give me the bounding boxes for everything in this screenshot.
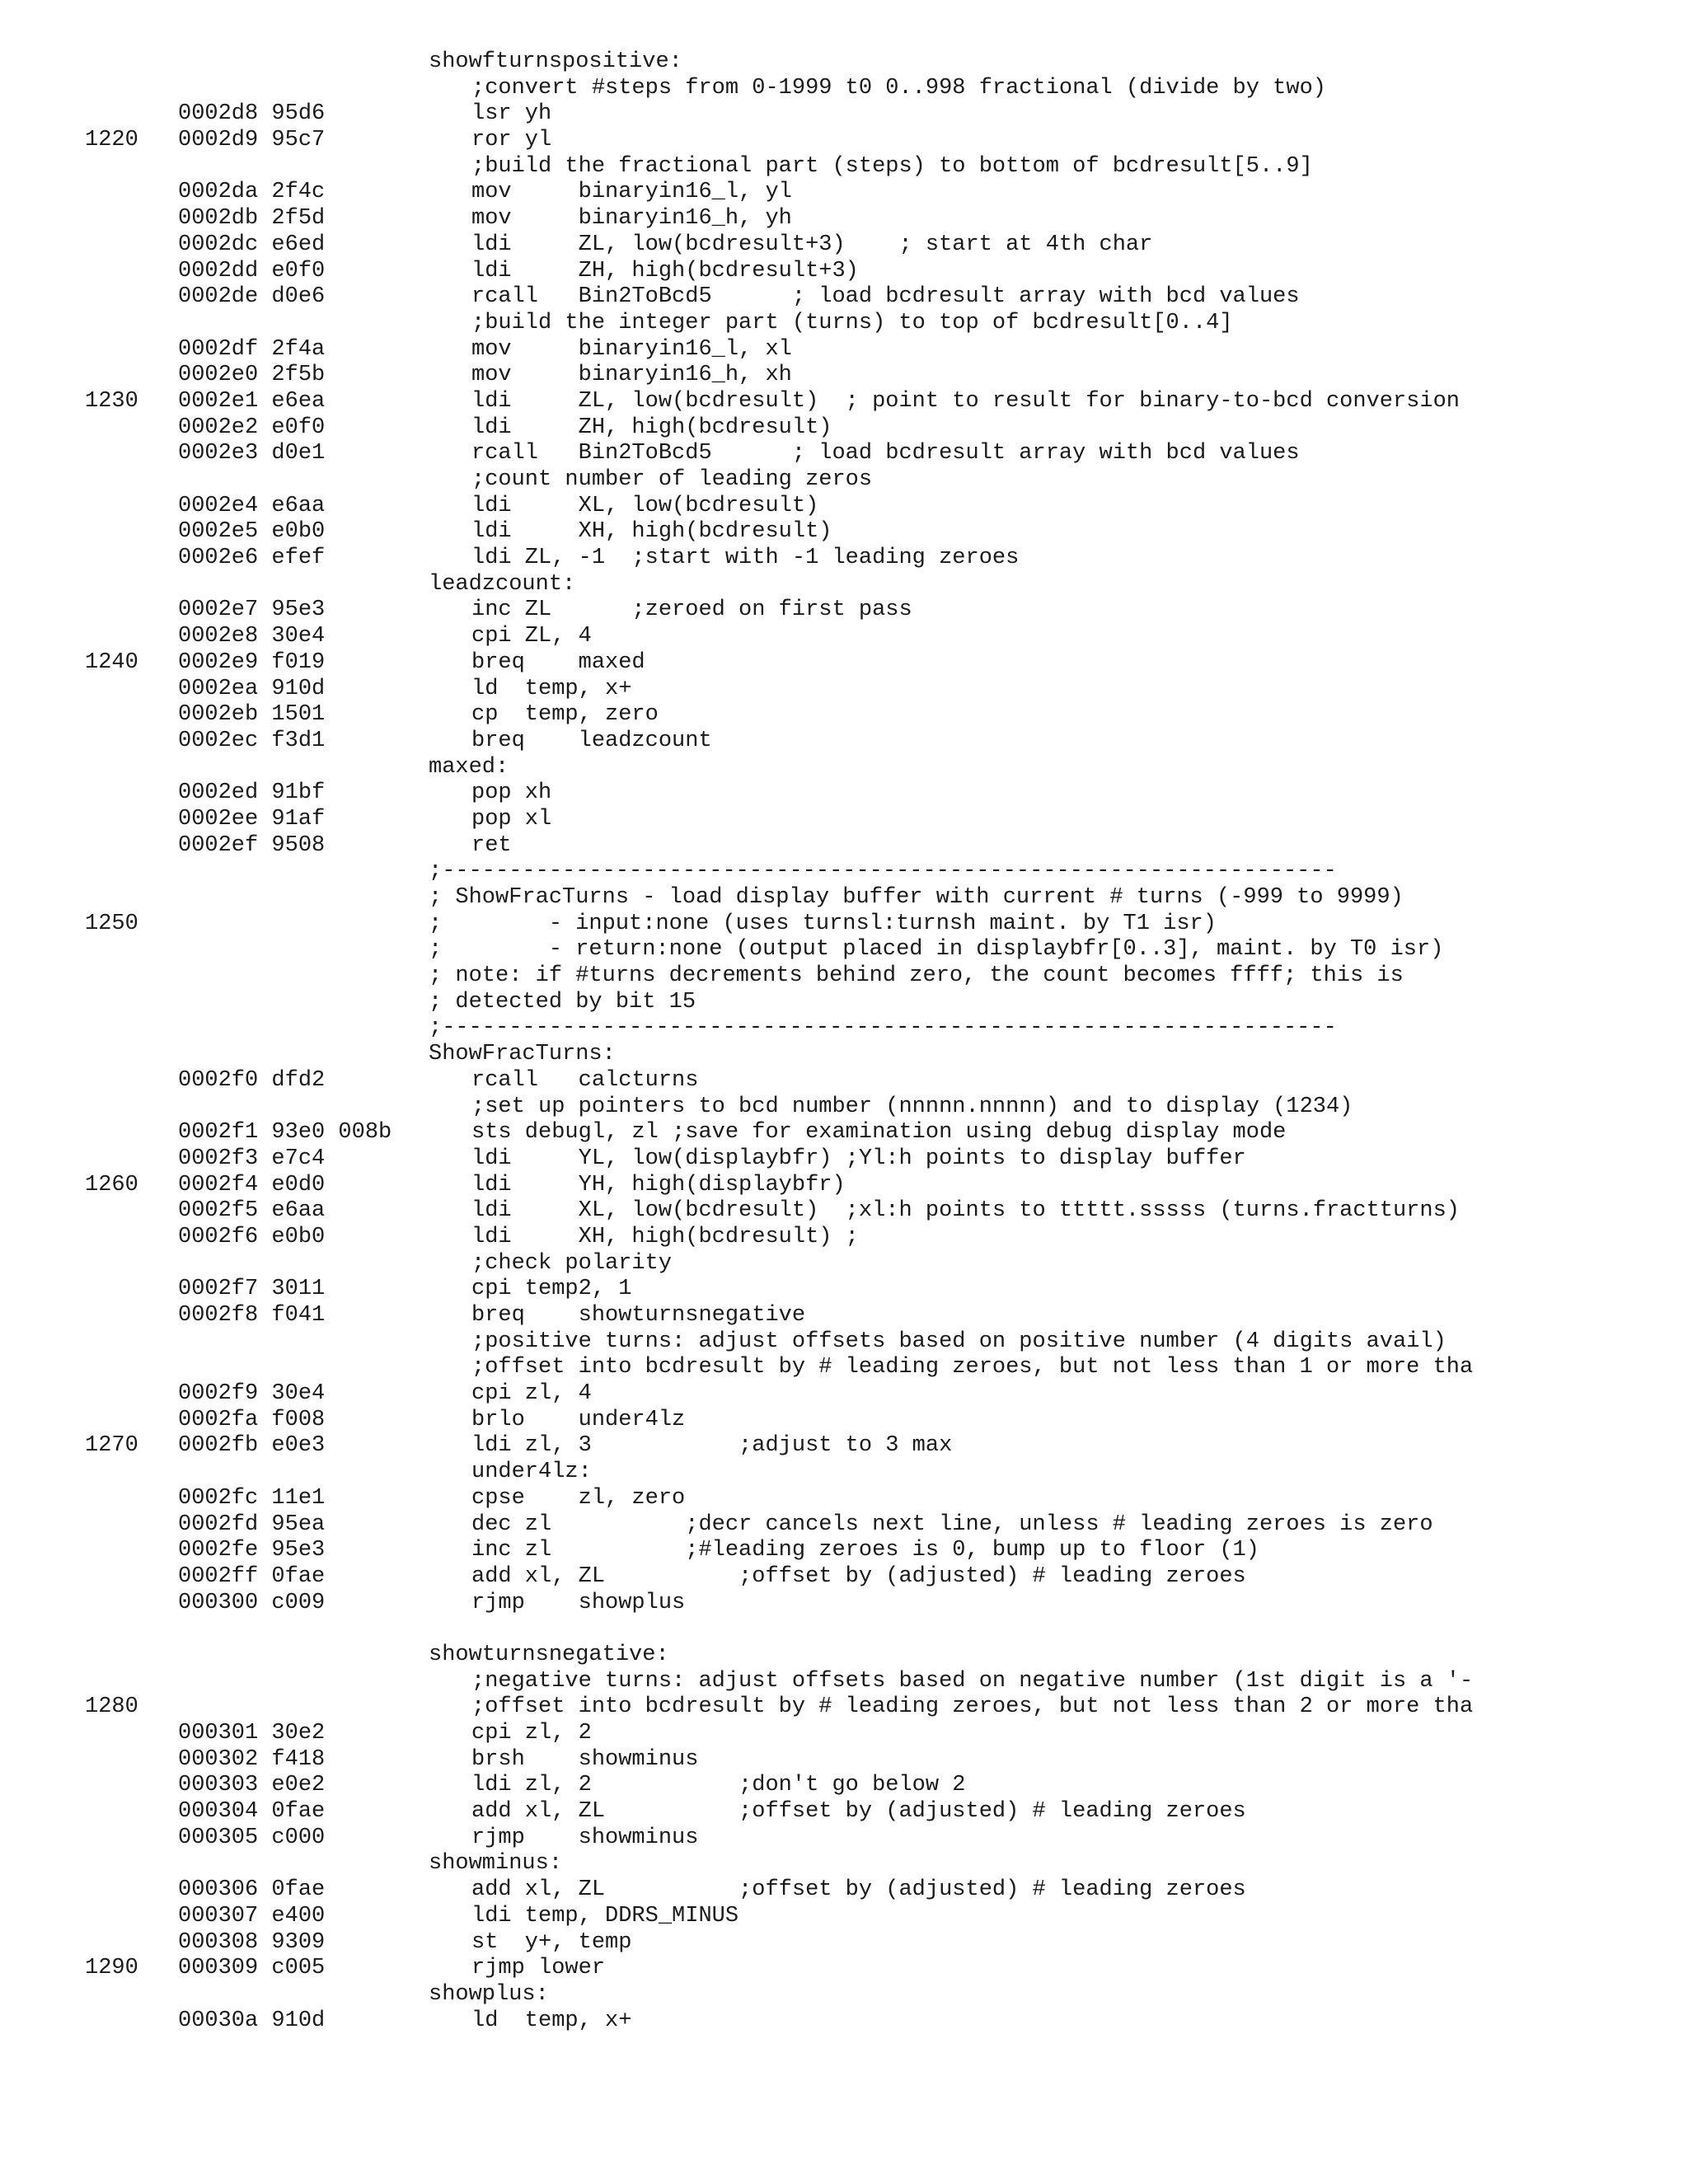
listing-line [0, 1277, 1688, 1303]
address-opcode: 0002fb e0e3 [178, 1433, 326, 1459]
listing-line [0, 755, 1688, 781]
source-code: st y+, temp [471, 1929, 632, 1955]
source-code: showplus: [429, 1981, 549, 2007]
listing-line [0, 76, 1688, 102]
listing-line [0, 1643, 1688, 1669]
source-code: showturnsnegative: [429, 1642, 669, 1667]
address-opcode: 0002fd 95ea [178, 1511, 326, 1537]
listing-line [0, 650, 1688, 677]
address-opcode: 0002de d0e6 [178, 284, 326, 310]
source-code: inc ZL ;zeroed on first pass [471, 598, 912, 623]
address-opcode: 0002fc 11e1 [178, 1485, 326, 1511]
listing-line [0, 963, 1688, 990]
address-opcode: 0002dd e0f0 [178, 258, 326, 284]
source-code: breq leadzcount [471, 728, 712, 753]
source-code: cpi zl, 2 [471, 1721, 592, 1746]
listing-line [0, 232, 1688, 259]
source-code: cp temp, zero [471, 702, 659, 728]
listing-line [0, 1042, 1688, 1068]
listing-line [0, 1721, 1688, 1747]
source-code: ;negative turns: adjust offsets based on negative number (1st digit is a '- [471, 1668, 1474, 1694]
listing-line [0, 1982, 1688, 2008]
source-code: showfturnspositive: [429, 49, 682, 74]
listing-line [0, 259, 1688, 285]
source-code: pop xl [471, 806, 552, 832]
listing-line [0, 1616, 1688, 1643]
address-opcode: 000305 c000 [178, 1825, 326, 1850]
address-opcode: 0002dc e6ed [178, 232, 326, 257]
listing-line [0, 363, 1688, 389]
listing-line [0, 1956, 1688, 1982]
listing-line [0, 912, 1688, 938]
listing-line [0, 1773, 1688, 1799]
source-code: ret [471, 832, 512, 858]
source-code: ldi zl, 3 ;adjust to 3 max [471, 1433, 953, 1459]
source-code: breq maxed [471, 649, 645, 675]
source-code: add xl, ZL ;offset by (adjusted) # leading zeroes [471, 1563, 1246, 1589]
listing-line [0, 807, 1688, 833]
listing-line [0, 180, 1688, 206]
source-code: breq showturnsnegative [471, 1303, 806, 1328]
source-code: ;positive turns: adjust offsets based on positive number (4 digits avail) [471, 1329, 1447, 1354]
listing-line [0, 101, 1688, 128]
listing-line [0, 1538, 1688, 1564]
source-code: ldi ZL, low(bcdresult+3) ; start at 4th char [471, 232, 1153, 257]
source-code: lsr yh [471, 101, 552, 127]
listing-line [0, 1173, 1688, 1199]
source-code: rcall Bin2ToBcd5 ; load bcdresult array with bcd values [471, 441, 1300, 466]
listing-line [0, 990, 1688, 1016]
address-opcode: 0002ea 910d [178, 676, 326, 701]
listing-line [0, 519, 1688, 546]
listing-line [0, 1355, 1688, 1381]
source-code: ldi XH, high(bcdresult) [471, 519, 832, 545]
source-code: mov binaryin16_l, xl [471, 336, 792, 362]
assembly-listing [0, 49, 1688, 2034]
address-opcode: 000302 f418 [178, 1746, 326, 1772]
line-number: 1260 [85, 1172, 138, 1197]
listing-line [0, 337, 1688, 363]
source-code: add xl, ZL ;offset by (adjusted) # leading zeroes [471, 1799, 1246, 1825]
address-opcode: 000301 30e2 [178, 1721, 326, 1746]
address-opcode: 0002e5 e0b0 [178, 519, 326, 545]
listing-line [0, 467, 1688, 494]
source-code: ; - input:none (uses turnsl:turnsh maint. by T1 isr) [429, 911, 1217, 936]
listing-line [0, 1460, 1688, 1486]
listing-line [0, 1068, 1688, 1094]
listing-line [0, 1146, 1688, 1173]
listing-line [0, 1825, 1688, 1852]
address-opcode: 0002e0 2f5b [178, 363, 326, 388]
address-opcode: 0002fe 95e3 [178, 1538, 326, 1563]
source-code: ; note: if #turns decrements behind zero, the count becomes ffff; this is [429, 963, 1404, 989]
source-code: pop xh [471, 780, 552, 806]
address-opcode: 0002e8 30e4 [178, 624, 326, 649]
address-opcode: 000304 0fae [178, 1799, 326, 1825]
address-opcode: 0002e6 efef [178, 546, 326, 571]
source-code: cpi zl, 4 [471, 1381, 592, 1407]
source-code: mov binaryin16_h, xh [471, 363, 792, 388]
listing-line [0, 780, 1688, 807]
source-code: ;count number of leading zeros [471, 467, 873, 492]
source-code: ;offset into bcdresult by # leading zeroes, but not less than 1 or more tha [471, 1355, 1474, 1380]
source-code: ;offset into bcdresult by # leading zeroes, but not less than 2 or more tha [471, 1694, 1474, 1720]
listing-line [0, 1930, 1688, 1957]
source-code: brlo under4lz [471, 1407, 686, 1432]
source-code: ldi XH, high(bcdresult) ; [471, 1224, 859, 1249]
line-number: 1270 [85, 1433, 138, 1459]
source-code: ld temp, x+ [471, 2008, 632, 2033]
source-code: ldi XL, low(bcdresult) ;xl:h points to ttttt.sssss (turns.fractturns) [471, 1198, 1460, 1224]
address-opcode: 0002f5 e6aa [178, 1198, 326, 1224]
source-code: ror yl [471, 128, 552, 153]
source-code: sts debugl, zl ;save for examination using debug display mode [471, 1120, 1287, 1146]
source-code: ldi ZH, high(bcdresult+3) [471, 258, 859, 284]
source-code: ld temp, x+ [471, 676, 632, 701]
source-code: ldi ZL, low(bcdresult) ; point to result for binary-to-bcd conversion [471, 388, 1460, 414]
address-opcode: 0002f7 3011 [178, 1277, 326, 1302]
source-code: add xl, ZL ;offset by (adjusted) # leading zeroes [471, 1877, 1246, 1903]
source-code: ;------------------------------------------------------------------- [429, 1015, 1337, 1041]
listing-line [0, 128, 1688, 154]
source-code: ; detected by bit 15 [429, 989, 696, 1015]
address-opcode: 0002ff 0fae [178, 1563, 326, 1589]
listing-line [0, 624, 1688, 650]
listing-line [0, 1303, 1688, 1329]
address-opcode: 0002fa f008 [178, 1407, 326, 1432]
source-code: ldi zl, 2 ;don't go below 2 [471, 1773, 966, 1798]
address-opcode: 0002df 2f4a [178, 336, 326, 362]
address-opcode: 0002ed 91bf [178, 780, 326, 806]
address-opcode: 0002e1 e6ea [178, 388, 326, 414]
address-opcode: 0002d9 95c7 [178, 128, 326, 153]
source-code: cpi ZL, 4 [471, 624, 592, 649]
listing-line [0, 1225, 1688, 1251]
address-opcode: 0002db 2f5d [178, 206, 326, 232]
source-code: ldi YL, low(displaybfr) ;Yl:h points to display buffer [471, 1146, 1246, 1171]
source-code: ldi YH, high(displaybfr) [471, 1172, 846, 1197]
listing-line [0, 389, 1688, 415]
listing-line [0, 833, 1688, 860]
address-opcode: 0002e2 e0f0 [178, 415, 326, 440]
address-opcode: 0002f0 dfd2 [178, 1067, 326, 1093]
source-code: rjmp showplus [471, 1590, 686, 1615]
address-opcode: 00030a 910d [178, 2008, 326, 2033]
listing-line [0, 1694, 1688, 1721]
line-number: 1250 [85, 911, 138, 936]
listing-line [0, 415, 1688, 442]
address-opcode: 0002f6 e0b0 [178, 1224, 326, 1249]
listing-line [0, 546, 1688, 572]
source-code: cpi temp2, 1 [471, 1277, 632, 1302]
address-opcode: 0002e9 f019 [178, 649, 326, 675]
source-code: brsh showminus [471, 1746, 699, 1772]
address-opcode: 0002f3 e7c4 [178, 1146, 326, 1171]
source-code: leadzcount: [429, 571, 576, 597]
listing-line [0, 1669, 1688, 1695]
address-opcode: 000309 c005 [178, 1956, 326, 1981]
listing-line [0, 1251, 1688, 1277]
listing-line [0, 1747, 1688, 1774]
listing-line [0, 859, 1688, 885]
source-code: ;------------------------------------------------------------------- [429, 859, 1337, 884]
listing-line [0, 206, 1688, 232]
address-opcode: 0002e7 95e3 [178, 598, 326, 623]
listing-line [0, 494, 1688, 520]
address-opcode: 0002f1 93e0 008b [178, 1120, 392, 1146]
source-code: ;build the integer part (turns) to top of bcdresult[0..4] [471, 310, 1233, 335]
address-opcode: 0002da 2f4c [178, 180, 326, 205]
source-code: ;build the fractional part (steps) to bottom of bcdresult[5..9] [471, 153, 1313, 179]
source-code: ShowFracTurns: [429, 1042, 616, 1067]
listing-line [0, 1877, 1688, 1904]
source-code: mov binaryin16_l, yl [471, 180, 792, 205]
address-opcode: 000307 e400 [178, 1903, 326, 1929]
address-opcode: 0002ec f3d1 [178, 728, 326, 753]
listing-line [0, 154, 1688, 180]
line-number: 1230 [85, 388, 138, 414]
source-code: cpse zl, zero [471, 1485, 686, 1511]
listing-line [0, 729, 1688, 755]
line-number: 1280 [85, 1694, 138, 1720]
source-code: rcall calcturns [471, 1067, 699, 1093]
listing-line [0, 1120, 1688, 1146]
address-opcode: 0002e4 e6aa [178, 493, 326, 518]
listing-line [0, 1015, 1688, 1042]
line-number: 1290 [85, 1956, 138, 1981]
listing-line [0, 1799, 1688, 1825]
listing-line [0, 49, 1688, 76]
listing-line [0, 677, 1688, 703]
source-code: rjmp showminus [471, 1825, 699, 1850]
listing-line [0, 937, 1688, 963]
source-code: mov binaryin16_h, yh [471, 206, 792, 232]
source-code: showminus: [429, 1851, 563, 1877]
listing-line [0, 598, 1688, 624]
listing-line [0, 311, 1688, 337]
listing-line [0, 1486, 1688, 1512]
line-number: 1240 [85, 649, 138, 675]
listing-line [0, 1408, 1688, 1434]
source-code: dec zl ;decr cancels next line, unless # leading zeroes is zero [471, 1511, 1433, 1537]
listing-line [0, 1329, 1688, 1356]
address-opcode: 0002f9 30e4 [178, 1381, 326, 1407]
listing-line [0, 1591, 1688, 1617]
address-opcode: 0002f4 e0d0 [178, 1172, 326, 1197]
source-code: ; - return:none (output placed in displaybfr[0..3], maint. by T0 isr) [429, 937, 1444, 963]
source-code: ldi XL, low(bcdresult) [471, 493, 819, 518]
source-code: ; ShowFracTurns - load display buffer with current # turns (-999 to 9999) [429, 885, 1404, 910]
listing-line [0, 1851, 1688, 1877]
listing-line [0, 284, 1688, 311]
source-code: under4lz: [471, 1460, 592, 1485]
source-code: ;check polarity [471, 1250, 673, 1276]
listing-line [0, 572, 1688, 598]
address-opcode: 000308 9309 [178, 1929, 326, 1955]
source-code: ;set up pointers to bcd number (nnnnn.nnnnn) and to display (1234) [471, 1094, 1353, 1119]
source-code: maxed: [429, 754, 509, 780]
listing-line [0, 1198, 1688, 1225]
listing-line [0, 1904, 1688, 1930]
source-code: rjmp lower [471, 1956, 606, 1981]
source-code: ldi ZH, high(bcdresult) [471, 415, 832, 440]
source-code: rcall Bin2ToBcd5 ; load bcdresult array with bcd values [471, 284, 1300, 310]
source-code: inc zl ;#leading zeroes is 0, bump up to floor (1) [471, 1538, 1259, 1563]
address-opcode: 0002ef 9508 [178, 832, 326, 858]
address-opcode: 000303 e0e2 [178, 1773, 326, 1798]
listing-line [0, 702, 1688, 729]
listing-line [0, 1433, 1688, 1460]
listing-line [0, 1512, 1688, 1539]
address-opcode: 0002ee 91af [178, 806, 326, 832]
source-code: ldi temp, DDRS_MINUS [471, 1903, 739, 1929]
address-opcode: 0002eb 1501 [178, 702, 326, 728]
address-opcode: 0002f8 f041 [178, 1303, 326, 1328]
source-code: ;convert #steps from 0-1999 t0 0..998 fractional (divide by two) [471, 75, 1326, 101]
address-opcode: 000300 c009 [178, 1590, 326, 1615]
line-number: 1220 [85, 128, 138, 153]
listing-line [0, 2008, 1688, 2035]
listing-line [0, 885, 1688, 912]
source-code: ldi ZL, -1 ;start with -1 leading zeroes [471, 546, 1020, 571]
address-opcode: 0002e3 d0e1 [178, 441, 326, 466]
listing-line [0, 441, 1688, 467]
address-opcode: 0002d8 95d6 [178, 101, 326, 127]
address-opcode: 000306 0fae [178, 1877, 326, 1903]
listing-line [0, 1381, 1688, 1408]
listing-line [0, 1094, 1688, 1121]
listing-line [0, 1564, 1688, 1591]
